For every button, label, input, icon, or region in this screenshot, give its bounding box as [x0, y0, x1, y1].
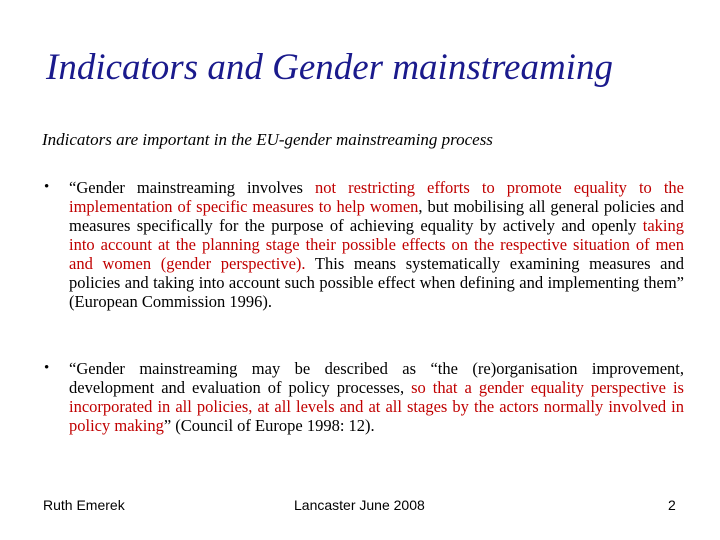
- slide-title: Indicators and Gender mainstreaming: [46, 47, 613, 88]
- bullet-1-highlight-2: taking into account at the planning stage their possible effects on the respective situation of men and women (gender perspective).: [69, 216, 684, 273]
- bullet-icon: •: [44, 179, 50, 195]
- bullet-1-text-part-1: “Gender mainstreaming involves: [69, 178, 315, 197]
- bullet-item-2: [44, 359, 684, 435]
- bullet-1-text-part-2: , but mobilising all general policies and measures specifically for the purpose of achieving equality by actively and openly: [69, 197, 684, 235]
- bullet-text-2: [69, 359, 684, 435]
- footer-author: Ruth Emerek: [43, 497, 125, 513]
- bullet-1-highlight-1: not restricting efforts to promote equality to the implementation of specific measures to help women: [69, 178, 684, 216]
- bullet-icon: •: [44, 360, 50, 376]
- page-number: 2: [668, 497, 676, 513]
- slide-subtitle: Indicators are important in the EU-gender mainstreaming process: [42, 130, 493, 149]
- bullet-1-text-part-3: This means systematically examining measures and policies and taking into account such possible effect when defining and implementing them” (European Commission 1996).: [69, 254, 685, 311]
- footer-event: Lancaster June 2008: [294, 497, 425, 513]
- bullet-2-text-part-2: ” (Council of Europe 1998: 12).: [163, 416, 375, 435]
- bullet-text-1: [69, 178, 684, 311]
- bullet-2-text-part-1: “Gender mainstreaming may be described as “the (re)organisation improvement, development and evaluation of policy processes,: [69, 359, 684, 397]
- bullet-2-highlight-1: so that a gender equality perspective is incorporated in all policies, at all levels and at all stages by the actors normally involved in policy making: [69, 378, 684, 435]
- bullet-item-1: [44, 178, 684, 311]
